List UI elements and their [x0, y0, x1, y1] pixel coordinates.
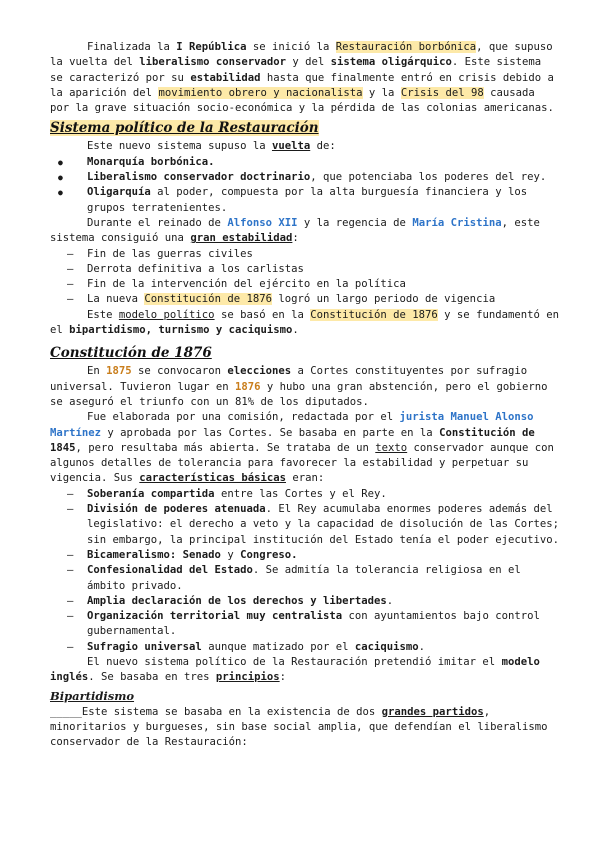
- text: y se fundamentó en el: [50, 308, 559, 337]
- text: Este: [87, 308, 119, 321]
- text: se inició la: [246, 41, 336, 53]
- bold-text: I República: [176, 41, 247, 53]
- text: , minoritarios y burgueses, sin base social amplia, que defendían el liberalismo conservador de la Restauración:: [50, 705, 548, 749]
- bold-text: Sufragio universal: [87, 640, 202, 653]
- text: Fue elaborada por una comisión, redactada por el: [87, 411, 400, 424]
- text: :: [292, 232, 299, 245]
- bold-text: sistema oligárquico: [330, 56, 452, 69]
- text: , que potenciaba los poderes del rey.: [310, 171, 547, 184]
- bold-text: Confesionalidad del Estado: [87, 564, 253, 577]
- bold-text: Amplia declaración de los derechos y libertades: [87, 594, 387, 607]
- dash-list: [50, 487, 560, 655]
- text: causada por la grave situación socio-económica y la pérdida de las colonias americanas.: [50, 86, 554, 115]
- bold-text: caciquismo: [354, 640, 419, 653]
- text: conservador aunque con algunos detalles de tolerancia para favorecer la estabilidad y perpetuar su vigencia. Sus: [50, 441, 554, 485]
- text: y aprobada por las Cortes. Se basaba en parte en la: [101, 426, 440, 439]
- text: a Cortes constituyentes por sufragio universal. Tuvieron lugar en: [50, 365, 528, 393]
- heading-text: Sistema político de la Restauración: [50, 120, 319, 137]
- text: . Se admitía la tolerancia religiosa en el ámbito privado.: [87, 564, 521, 592]
- list-item: [50, 155, 560, 170]
- blue-text: jurista Manuel Alonso Martínez: [50, 411, 534, 439]
- underline-lead: _____: [50, 705, 82, 718]
- text: Finalizada la: [87, 41, 177, 53]
- highlighted-text: Constitución de 1876: [144, 293, 272, 306]
- list-item: [50, 594, 560, 609]
- underlined-bold-text: principios: [215, 671, 280, 684]
- text: entre las Cortes y el Rey.: [214, 487, 387, 500]
- highlighted-text: Crisis del 98: [400, 86, 484, 99]
- blue-text: María Cristina: [412, 216, 502, 229]
- list-item: [50, 170, 560, 185]
- list-item: [50, 292, 560, 307]
- paragraph: [50, 655, 560, 686]
- bold-text: Organización territorial muy centralista: [87, 610, 343, 623]
- text: , este sistema consiguió una: [50, 216, 540, 245]
- bold-text: bipartidismo, turnismo y caciquismo: [69, 324, 293, 337]
- orange-text: 1875: [106, 365, 132, 378]
- list-item: [50, 548, 560, 563]
- text: . Se basaba en tres: [88, 671, 216, 684]
- text: hasta que finalmente entró en crisis debido a la aparición del: [50, 71, 554, 99]
- bullet-list: [50, 155, 560, 216]
- underlined-text: vuelta: [271, 140, 311, 153]
- text: y hubo una gran abstención, pero el gobierno se aseguró el triunfo con un 81% de los diputados.: [50, 380, 548, 408]
- list-item: – Derrota definitiva a los carlistas: [50, 262, 560, 277]
- list-item: – Fin de las guerras civiles: [50, 247, 560, 262]
- text: y la: [362, 86, 401, 99]
- paragraph: [50, 139, 560, 154]
- text: .: [292, 324, 299, 337]
- intro-paragraph: [50, 40, 560, 116]
- bold-text: Liberalismo conservador doctrinario: [87, 171, 311, 184]
- text: se convocaron: [131, 365, 228, 378]
- underlined-text: texto: [375, 441, 408, 454]
- subsection-heading-bipartidismo: Bipartidismo: [50, 688, 135, 703]
- text: al poder, compuesta por la alta burguesía financiera y los grupos terratenientes.: [87, 186, 528, 214]
- bold-text: liberalismo conservador: [139, 56, 286, 69]
- text: .: [386, 594, 394, 607]
- list-item: [50, 640, 560, 655]
- section-heading-sistema-politico: [50, 119, 560, 137]
- highlighted-text: movimiento obrero y nacionalista: [158, 86, 363, 99]
- list-item: [50, 502, 560, 548]
- text: y la regencia de: [297, 216, 413, 229]
- bold-text: Constitución de 1845: [50, 426, 535, 454]
- paragraph: [50, 308, 560, 339]
- orange-text: 1876: [234, 380, 261, 393]
- bold-text: Oligarquía: [87, 186, 151, 199]
- text: La nueva: [87, 293, 145, 306]
- list-item: [50, 609, 560, 640]
- list-item: [50, 185, 560, 216]
- text: logró un largo periodo de vigencia: [271, 293, 496, 306]
- text: . Este sistema se caracterizó por su: [50, 56, 542, 84]
- text: Este sistema se basaba en la existencia de dos: [81, 705, 382, 718]
- bold-text: División de poderes atenuada: [87, 503, 266, 516]
- text: se basó en la: [214, 308, 311, 321]
- list-item: – Fin de la intervención del ejército en la política: [50, 277, 560, 292]
- underlined-bold-text: grandes partidos: [381, 705, 484, 718]
- text: eran:: [286, 472, 325, 485]
- underlined-text: modelo político: [118, 308, 215, 321]
- text: En: [87, 365, 107, 378]
- blue-text: Alfonso XII: [227, 216, 298, 229]
- list-item: [50, 563, 560, 594]
- underlined-bold-text: gran estabilidad: [190, 232, 293, 245]
- bold-text: Congreso.: [240, 548, 298, 561]
- bold-text: Soberanía compartida: [87, 487, 215, 500]
- text: , pero resultaba más abierta. Se trataba de un: [75, 441, 376, 454]
- bold-text: modelo inglés: [50, 655, 540, 684]
- bold-text: estabilidad: [190, 71, 261, 84]
- text: de:: [310, 140, 336, 153]
- paragraph: [50, 364, 560, 410]
- text: y del: [286, 56, 331, 69]
- bold-text: Bicameralismo: Senado: [87, 548, 221, 561]
- dash-list: [50, 247, 560, 308]
- paragraph: [50, 216, 560, 247]
- bold-text: Monarquía borbónica.: [87, 155, 215, 168]
- paragraph: [50, 410, 560, 486]
- list-item: [50, 487, 560, 502]
- section-heading-constitucion: Constitución de 1876: [50, 345, 212, 362]
- highlighted-text: Constitución de 1876: [310, 308, 438, 321]
- text: con ayuntamientos bajo control gubernamental.: [87, 610, 540, 638]
- underlined-bold-text: características básicas: [139, 472, 286, 485]
- text: .: [418, 640, 426, 653]
- text: . El Rey acumulaba enormes poderes además del legislativo: el derecho a veto y la capacidad de disolución de las Cortes; sin embargo, la principal institución del Estado tenía el poder ejecutivo.: [87, 503, 559, 546]
- text: Este nuevo sistema supuso la: [87, 140, 272, 153]
- paragraph: [50, 705, 560, 751]
- highlighted-text: Restauración borbónica: [335, 41, 477, 53]
- bold-text: elecciones: [227, 365, 292, 378]
- text: y: [220, 548, 241, 561]
- text: , que supuso la vuelta del: [50, 41, 553, 69]
- text: Durante el reinado de: [87, 216, 228, 229]
- text: aunque matizado por el: [201, 640, 355, 653]
- text: :: [279, 671, 287, 684]
- text: El nuevo sistema político de la Restauración pretendió imitar el: [87, 655, 502, 668]
